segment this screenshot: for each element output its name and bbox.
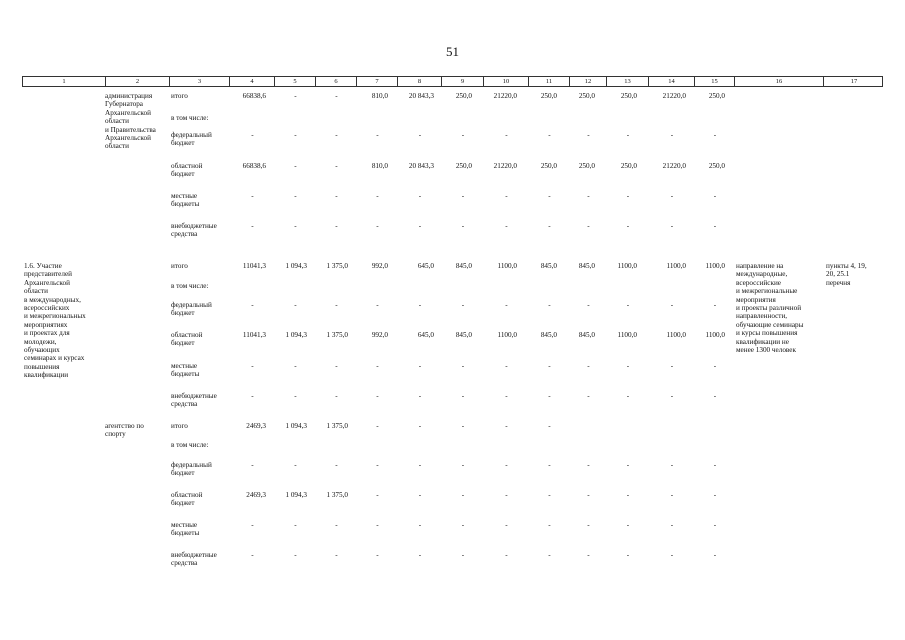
b1-oblast-col-14: 21220,0: [662, 162, 686, 170]
b2-vnebudget-col-12: -: [587, 392, 590, 400]
reference-points: пункты 4, 19, 20, 25.1 перечня: [826, 262, 867, 287]
b1-federal-col-14: -: [670, 131, 674, 139]
b3-federal-col-14: -: [670, 461, 674, 469]
b2-vnebudget-col-15: -: [713, 392, 717, 400]
b1-oblast-col-5: -: [294, 162, 297, 170]
b3-vnebudget-col-6: -: [335, 551, 338, 559]
b3-oblast-col-8: -: [418, 491, 422, 499]
b2-itogo-col-6: 1 375,0: [326, 262, 348, 270]
b2-vnebudget-col-13: -: [626, 392, 630, 400]
b3-federal-col-10: -: [505, 461, 508, 469]
b1-vnebudget-col-14: -: [670, 222, 674, 230]
b1-vnebudget-col-8: -: [418, 222, 422, 230]
b3-mestnye-col-12: -: [587, 521, 590, 529]
b2-oblast-col-9: 845,0: [455, 331, 472, 339]
b3-oblast-col-14: -: [670, 491, 674, 499]
b3-federal-col-13: -: [626, 461, 630, 469]
b1-mestnye-col-5: -: [294, 192, 297, 200]
b3-itogo-col-6: 1 375,0: [326, 422, 348, 430]
b3-mestnye-col-6: -: [335, 521, 338, 529]
b3-oblast-col-9: -: [461, 491, 465, 499]
b3-oblast-col-6: 1 375,0: [326, 491, 348, 499]
b2-oblast-col-14: 1100,0: [666, 331, 686, 339]
b2-mestnye-col-8: -: [418, 362, 422, 370]
b1-mestnye-col-7: -: [376, 192, 379, 200]
b3-mestnye-col-15: -: [713, 521, 717, 529]
b3-vnebudget-col-15: -: [713, 551, 717, 559]
row-label-oblast: областной бюджет: [171, 162, 203, 179]
b3-vnebudget-col-7: -: [376, 551, 379, 559]
b2-federal-col-4: -: [251, 301, 254, 309]
b1-mestnye-col-12: -: [587, 192, 590, 200]
b1-oblast-col-13: 250,0: [620, 162, 637, 170]
b1-mestnye-col-11: -: [548, 192, 551, 200]
b3-vnebudget-col-13: -: [626, 551, 630, 559]
b1-vnebudget-col-9: -: [461, 222, 465, 230]
b1-federal-col-4: -: [251, 131, 254, 139]
b2-mestnye-col-7: -: [376, 362, 379, 370]
b3-mestnye-col-13: -: [626, 521, 630, 529]
row-label-itogo: итого: [171, 422, 188, 430]
header-col-9: 9: [441, 77, 483, 86]
b1-itogo-col-11: 250,0: [540, 92, 557, 100]
header-col-1: 1: [62, 78, 66, 85]
b3-mestnye-col-9: -: [461, 521, 465, 529]
b2-federal-col-9: -: [461, 301, 465, 309]
b3-federal-col-15: -: [713, 461, 717, 469]
b2-vnebudget-col-7: -: [376, 392, 379, 400]
b3-itogo-col-8: -: [418, 422, 422, 430]
table-header-row: [22, 76, 883, 87]
b2-vnebudget-col-11: -: [548, 392, 551, 400]
row-label-itogo: итого: [171, 92, 188, 100]
b1-federal-col-10: -: [505, 131, 508, 139]
b1-federal-col-15: -: [713, 131, 717, 139]
b1-mestnye-col-10: -: [505, 192, 508, 200]
b2-federal-col-6: -: [335, 301, 338, 309]
b2-vnebudget-col-6: -: [335, 392, 338, 400]
row-label-federal: федеральный бюджет: [171, 131, 212, 148]
row-label-vnebudget: внебюджетные средства: [171, 551, 217, 568]
b1-vnebudget-col-5: -: [294, 222, 297, 230]
activity-1-6-name: 1.6. Участие представителей Архангельской области в международных, всероссийских и межрегиональных мероприятиях и проектах для молодежи, обучающих семинарах и курсах повышения квалификации: [24, 262, 86, 380]
b2-mestnye-col-11: -: [548, 362, 551, 370]
b3-oblast-col-5: 1 094,3: [285, 491, 307, 499]
row-label-mestnye: местные бюджеты: [171, 362, 200, 379]
b1-oblast-col-15: 250,0: [708, 162, 725, 170]
header-col-5: 5: [274, 77, 315, 86]
b1-oblast-col-10: 21220,0: [493, 162, 517, 170]
b2-itogo-col-13: 1100,0: [617, 262, 637, 270]
b1-oblast-col-4: 66838,6: [242, 162, 266, 170]
row-label-vnebudget: внебюджетные средства: [171, 222, 217, 239]
row-label-itogo: итого: [171, 262, 188, 270]
b1-mestnye-col-9: -: [461, 192, 465, 200]
b2-oblast-col-4: 11041,3: [242, 331, 266, 339]
b2-oblast-col-6: 1 375,0: [326, 331, 348, 339]
b3-federal-col-4: -: [251, 461, 254, 469]
row-label-federal: федеральный бюджет: [171, 301, 212, 318]
b3-itogo-col-5: 1 094,3: [285, 422, 307, 430]
row-label-mestnye: местные бюджеты: [171, 521, 200, 538]
b2-itogo-col-15: 1100,0: [705, 262, 725, 270]
b1-federal-col-13: -: [626, 131, 630, 139]
b2-itogo-col-11: 845,0: [540, 262, 557, 270]
b2-itogo-col-14: 1100,0: [666, 262, 686, 270]
header-col-7: 7: [356, 77, 397, 86]
b3-federal-col-12: -: [587, 461, 590, 469]
b2-mestnye-col-12: -: [587, 362, 590, 370]
b3-oblast-col-11: -: [548, 491, 551, 499]
b2-mestnye-col-13: -: [626, 362, 630, 370]
b3-oblast-col-13: -: [626, 491, 630, 499]
page-number: 51: [446, 44, 459, 59]
b1-oblast-col-9: 250,0: [455, 162, 472, 170]
b3-vnebudget-col-4: -: [251, 551, 254, 559]
b3-oblast-col-10: -: [505, 491, 508, 499]
b3-oblast-col-4: 2469,3: [246, 491, 266, 499]
b1-mestnye-col-4: -: [251, 192, 254, 200]
b1-federal-col-9: -: [461, 131, 465, 139]
b1-mestnye-col-15: -: [713, 192, 717, 200]
b2-vnebudget-col-9: -: [461, 392, 465, 400]
expected-result: направление на международные, всероссийские и межрегиональные мероприятия и проекты различной направленности, обучающие семинары и курсы повышения квалификации не менее 1300 человек: [736, 262, 804, 355]
row-label-mestnye: местные бюджеты: [171, 192, 200, 209]
b3-federal-col-9: -: [461, 461, 465, 469]
b2-oblast-col-10: 1100,0: [497, 331, 517, 339]
b2-federal-col-13: -: [626, 301, 630, 309]
b1-federal-col-6: -: [335, 131, 338, 139]
b1-oblast-col-8: 20 843,3: [408, 162, 434, 170]
b2-mestnye-col-9: -: [461, 362, 465, 370]
b2-mestnye-col-14: -: [670, 362, 674, 370]
b2-federal-col-11: -: [548, 301, 551, 309]
b3-oblast-col-12: -: [587, 491, 590, 499]
b1-itogo-col-14: 21220,0: [662, 92, 686, 100]
b1-oblast-col-12: 250,0: [578, 162, 595, 170]
header-col-6: 6: [315, 77, 356, 86]
row-label-vnebudget: внебюджетные средства: [171, 392, 217, 409]
b3-vnebudget-col-12: -: [587, 551, 590, 559]
b3-vnebudget-col-9: -: [461, 551, 465, 559]
b1-itogo-col-10: 21220,0: [493, 92, 517, 100]
row-label-v-tom-chisle: в том числе:: [171, 441, 209, 449]
b2-mestnye-col-5: -: [294, 362, 297, 370]
b3-federal-col-8: -: [418, 461, 422, 469]
b2-mestnye-col-15: -: [713, 362, 717, 370]
b2-itogo-col-10: 1100,0: [497, 262, 517, 270]
b1-mestnye-col-13: -: [626, 192, 630, 200]
b3-federal-col-7: -: [376, 461, 379, 469]
b3-federal-col-6: -: [335, 461, 338, 469]
b1-itogo-col-9: 250,0: [455, 92, 472, 100]
b3-mestnye-col-4: -: [251, 521, 254, 529]
b3-vnebudget-col-11: -: [548, 551, 551, 559]
b3-mestnye-col-7: -: [376, 521, 379, 529]
b2-oblast-col-11: 845,0: [540, 331, 557, 339]
b1-federal-col-7: -: [376, 131, 379, 139]
b3-mestnye-col-14: -: [670, 521, 674, 529]
b2-vnebudget-col-10: -: [505, 392, 508, 400]
row-label-oblast: областной бюджет: [171, 491, 203, 508]
row-label-v-tom-chisle: в том числе:: [171, 282, 209, 290]
b3-itogo-col-11: -: [548, 422, 551, 430]
b1-itogo-col-7: 810,0: [371, 92, 388, 100]
b1-oblast-col-6: -: [335, 162, 338, 170]
b1-itogo-col-15: 250,0: [708, 92, 725, 100]
b1-mestnye-col-6: -: [335, 192, 338, 200]
b1-federal-col-5: -: [294, 131, 297, 139]
b3-mestnye-col-11: -: [548, 521, 551, 529]
b3-itogo-col-10: -: [505, 422, 508, 430]
b2-mestnye-col-6: -: [335, 362, 338, 370]
b3-vnebudget-col-10: -: [505, 551, 508, 559]
b3-mestnye-col-10: -: [505, 521, 508, 529]
b2-mestnye-col-10: -: [505, 362, 508, 370]
b1-vnebudget-col-12: -: [587, 222, 590, 230]
b3-mestnye-col-8: -: [418, 521, 422, 529]
b2-itogo-col-12: 845,0: [578, 262, 595, 270]
b1-oblast-col-11: 250,0: [540, 162, 557, 170]
header-col-13: 13: [606, 77, 648, 86]
b3-oblast-col-15: -: [713, 491, 717, 499]
header-col-3: 3: [169, 77, 229, 86]
b1-itogo-col-6: -: [335, 92, 338, 100]
b1-vnebudget-col-11: -: [548, 222, 551, 230]
row-label-v-tom-chisle: в том числе:: [171, 114, 209, 122]
b2-oblast-col-5: 1 094,3: [285, 331, 307, 339]
header-col-11: 11: [528, 77, 569, 86]
b2-itogo-col-7: 992,0: [371, 262, 388, 270]
row-label-oblast: областной бюджет: [171, 331, 203, 348]
b2-itogo-col-5: 1 094,3: [285, 262, 307, 270]
b1-vnebudget-col-13: -: [626, 222, 630, 230]
b2-federal-col-7: -: [376, 301, 379, 309]
header-col-16: 16: [734, 77, 823, 86]
b2-oblast-col-12: 845,0: [578, 331, 595, 339]
b2-oblast-col-7: 992,0: [371, 331, 388, 339]
executor-sport-agency: агентство по спорту: [105, 422, 144, 439]
b2-vnebudget-col-5: -: [294, 392, 297, 400]
b2-oblast-col-13: 1100,0: [617, 331, 637, 339]
b2-oblast-col-15: 1100,0: [705, 331, 725, 339]
b2-vnebudget-col-14: -: [670, 392, 674, 400]
header-col-17: 17: [823, 77, 884, 86]
b1-federal-col-12: -: [587, 131, 590, 139]
b2-vnebudget-col-8: -: [418, 392, 422, 400]
b1-mestnye-col-14: -: [670, 192, 674, 200]
b1-vnebudget-col-6: -: [335, 222, 338, 230]
b2-itogo-col-8: 645,0: [417, 262, 434, 270]
header-col-14: 14: [648, 77, 694, 86]
b2-federal-col-10: -: [505, 301, 508, 309]
b3-federal-col-11: -: [548, 461, 551, 469]
b3-mestnye-col-5: -: [294, 521, 297, 529]
b1-oblast-col-7: 810,0: [371, 162, 388, 170]
row-label-federal: федеральный бюджет: [171, 461, 212, 478]
b3-federal-col-5: -: [294, 461, 297, 469]
b3-itogo-col-7: -: [376, 422, 379, 430]
header-col-2: 2: [105, 77, 169, 86]
b1-itogo-col-8: 20 843,3: [408, 92, 434, 100]
b1-federal-col-8: -: [418, 131, 422, 139]
header-col-4: 4: [229, 77, 274, 86]
b1-vnebudget-col-7: -: [376, 222, 379, 230]
b2-itogo-col-4: 11041,3: [242, 262, 266, 270]
b1-vnebudget-col-15: -: [713, 222, 717, 230]
header-col-12: 12: [569, 77, 606, 86]
b1-itogo-col-5: -: [294, 92, 297, 100]
header-col-10: 10: [483, 77, 528, 86]
b1-mestnye-col-8: -: [418, 192, 422, 200]
b1-itogo-col-13: 250,0: [620, 92, 637, 100]
b2-federal-col-8: -: [418, 301, 422, 309]
header-col-15: 15: [694, 77, 734, 86]
b3-vnebudget-col-8: -: [418, 551, 422, 559]
b1-vnebudget-col-4: -: [251, 222, 254, 230]
b1-itogo-col-4: 66838,6: [242, 92, 266, 100]
b2-federal-col-5: -: [294, 301, 297, 309]
b2-federal-col-15: -: [713, 301, 717, 309]
b3-oblast-col-7: -: [376, 491, 379, 499]
b2-federal-col-14: -: [670, 301, 674, 309]
b2-itogo-col-9: 845,0: [455, 262, 472, 270]
executor-administration: администрация Губернатора Архангельской области и Правительства Архангельской области: [105, 92, 156, 151]
b2-federal-col-12: -: [587, 301, 590, 309]
b1-itogo-col-12: 250,0: [578, 92, 595, 100]
b1-vnebudget-col-10: -: [505, 222, 508, 230]
b2-mestnye-col-4: -: [251, 362, 254, 370]
header-col-8: 8: [397, 77, 441, 86]
b2-vnebudget-col-4: -: [251, 392, 254, 400]
b3-itogo-col-9: -: [461, 422, 465, 430]
b2-oblast-col-8: 645,0: [417, 331, 434, 339]
b3-vnebudget-col-5: -: [294, 551, 297, 559]
b1-federal-col-11: -: [548, 131, 551, 139]
b3-itogo-col-4: 2469,3: [246, 422, 266, 430]
b3-vnebudget-col-14: -: [670, 551, 674, 559]
